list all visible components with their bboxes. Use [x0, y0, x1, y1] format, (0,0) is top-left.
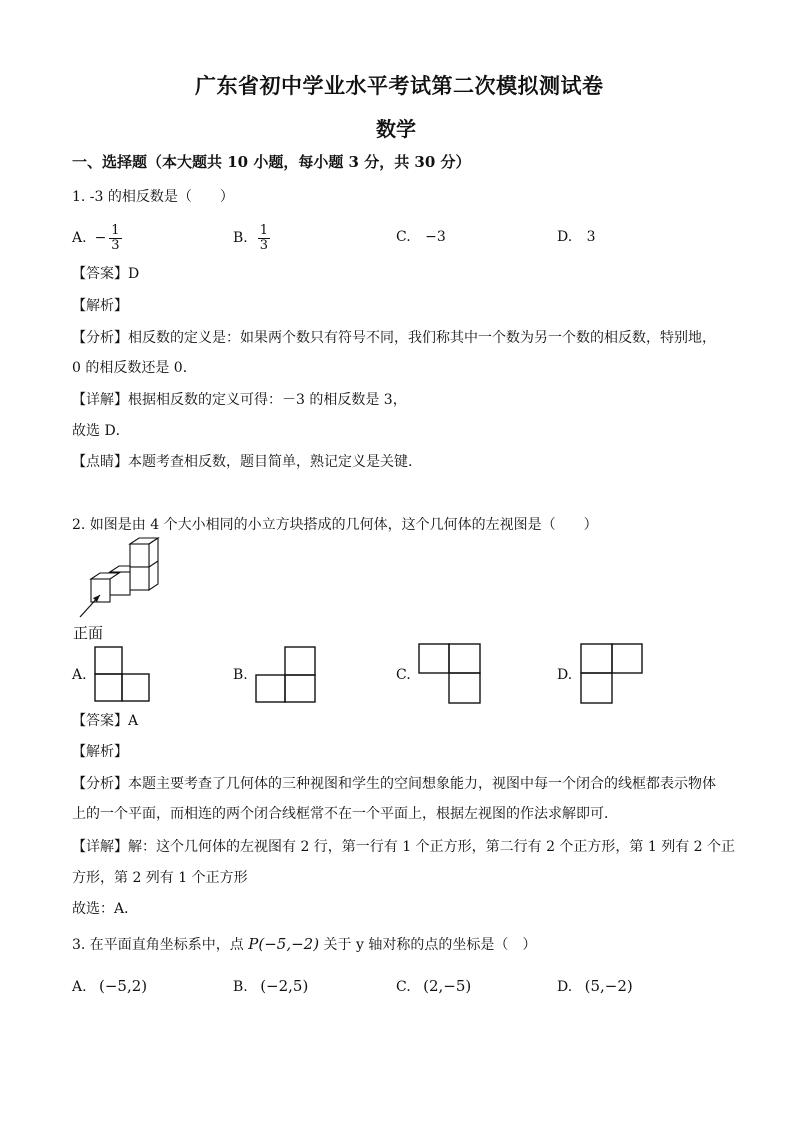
q1-option-d[interactable] — [557, 229, 596, 245]
q1-option-b[interactable] — [233, 218, 270, 258]
option-label: D. — [557, 979, 573, 995]
q2-option-b-figure[interactable] — [255, 646, 317, 702]
front-view-label: 正面 — [73, 624, 104, 642]
q1-guxuan: 故选 D． — [72, 423, 130, 439]
q1-option-a[interactable] — [72, 218, 122, 258]
q1-analysis-tag: 【解析】 — [72, 298, 128, 314]
q2-xiangjie-line2: 方形，第 2 列有 1 个正方形 — [72, 870, 248, 886]
q2-guxuan: 故选：A． — [72, 901, 139, 917]
option-label: B. — [233, 230, 248, 246]
q3-option-c[interactable] — [396, 977, 471, 995]
q3-stem-post: 关于 y 轴对称的点的坐标是（ ） — [319, 937, 537, 953]
option-label: A. — [72, 979, 87, 995]
q2-option-a-figure[interactable] — [94, 646, 150, 702]
minus-sign: − — [94, 230, 107, 246]
option-label: C. — [396, 229, 411, 245]
option-value: (5,−2) — [584, 977, 633, 995]
q3-option-a[interactable] — [72, 977, 147, 995]
q2-fenxi-line1: 【分析】本题主要考查了几何体的三种视图和学生的空间想象能力，视图中每一个闭合的线框都表示物体 — [72, 776, 716, 792]
q2-fenxi-line2: 上的一个平面，而相连的两个闭合线框常不在一个平面上，根据左视图的作法求解即可． — [72, 806, 618, 822]
q2-option-d-label[interactable]: D. — [557, 667, 573, 683]
option-label: A. — [72, 230, 87, 246]
section-heading: 一、选择题（本大题共 10 小题，每小题 3 分，共 30 分） — [72, 153, 471, 171]
q2-option-c-figure[interactable] — [418, 643, 482, 705]
numerator: 1 — [259, 222, 269, 238]
option-label: C. — [396, 979, 411, 995]
q3-point: P(−5,−2) — [248, 935, 320, 953]
q2-analysis-tag: 【解析】 — [72, 744, 128, 760]
cube-front-face — [130, 544, 149, 567]
fraction — [109, 224, 121, 253]
fraction — [258, 224, 270, 253]
numerator: 1 — [111, 222, 120, 238]
q3-stem-pre: 3. 在平面直角坐标系中，点 — [72, 937, 249, 953]
question-2-stem: 2. 如图是由 4 个大小相同的小立方块搭成的几何体，这个几何体的左视图是（ ） — [72, 517, 598, 533]
q2-xiangjie-line1: 【详解】解：这个几何体的左视图有 2 行，第一行有 1 个正方形，第二行有 2 个正方形，第 1 列有 2 个正 — [72, 839, 736, 855]
page-title: 广东省初中学业水平考试第二次模拟测试卷 — [195, 73, 604, 98]
q1-dianjing: 【点睛】本题考查相反数，题目简单，熟记定义是关键. — [72, 454, 413, 470]
cube-solid-figure — [80, 538, 170, 620]
q1-fenxi-line2: 0 的相反数还是 0． — [72, 360, 197, 376]
option-value: (−5,2) — [99, 977, 148, 995]
q1-option-c[interactable] — [396, 229, 446, 245]
option-value: 3 — [586, 229, 596, 245]
q2-option-c-label[interactable]: C. — [396, 667, 411, 683]
cube-top-face — [110, 566, 130, 572]
q2-answer: 【答案】A — [72, 713, 139, 729]
denominator: 3 — [259, 237, 269, 253]
q2-option-b-label[interactable]: B. — [233, 667, 248, 683]
subject-title: 数学 — [376, 117, 416, 141]
cube-front-face — [130, 567, 149, 590]
option-value: −3 — [425, 229, 446, 245]
option-label: D. — [557, 229, 573, 245]
option-value: (−2,5) — [260, 977, 309, 995]
option-label: B. — [233, 979, 248, 995]
q3-option-d[interactable] — [557, 977, 633, 995]
q1-xiangjie: 【详解】根据相反数的定义可得：－3 的相反数是 3， — [72, 392, 407, 408]
question-3-stem — [72, 934, 536, 955]
denominator: 3 — [111, 237, 120, 253]
question-1-stem: 1. -3 的相反数是（ ） — [72, 189, 234, 205]
q1-answer: 【答案】D — [72, 266, 140, 282]
q2-option-a-label[interactable]: A. — [72, 667, 87, 683]
q3-option-b[interactable] — [233, 977, 308, 995]
q1-fenxi-line1: 【分析】相反数的定义是：如果两个数只有符号不同，我们称其中一个数为另一个数的相反数，特别地， — [72, 330, 716, 346]
option-value: (2,−5) — [423, 977, 472, 995]
q2-option-d-figure[interactable] — [580, 643, 644, 705]
